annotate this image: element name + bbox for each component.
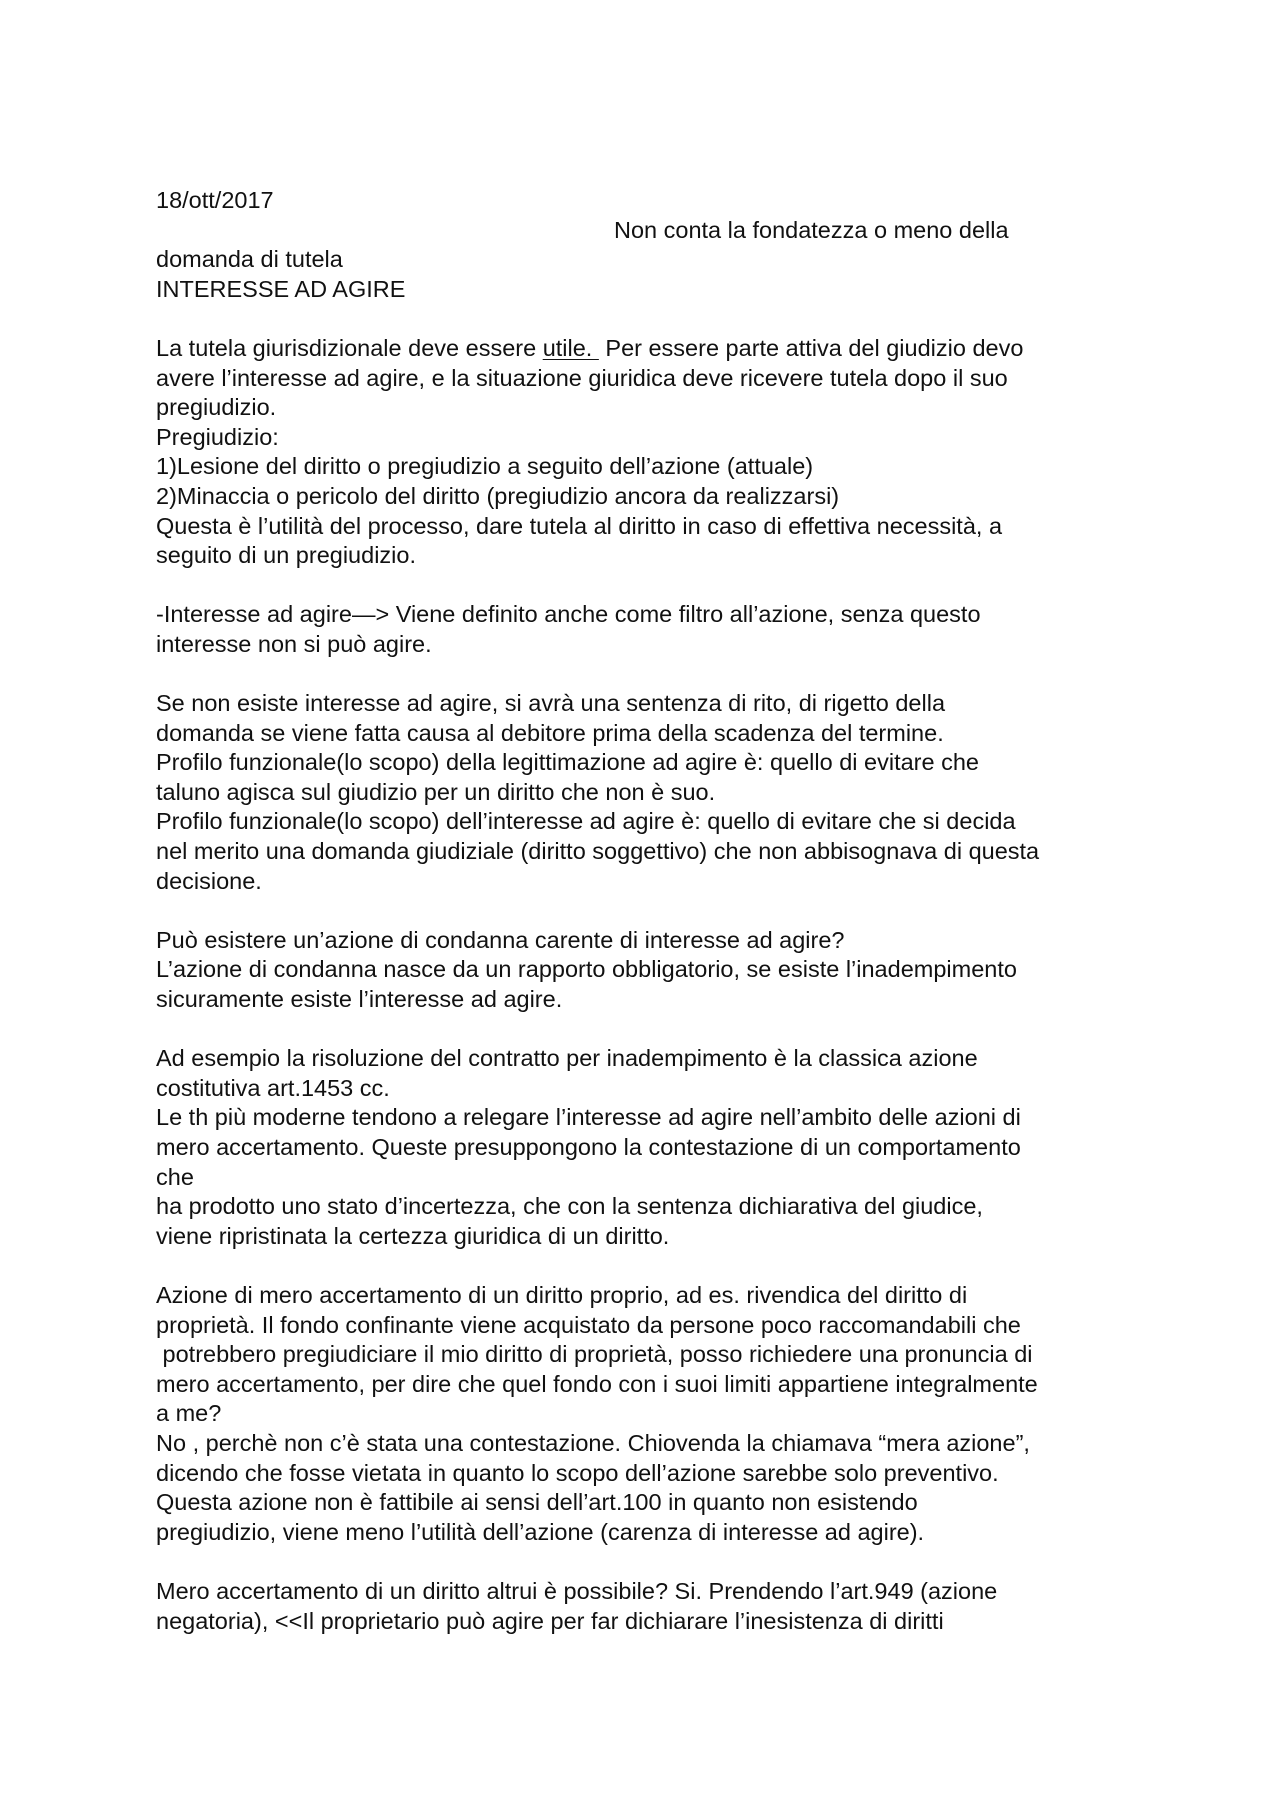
- blank-line: [156, 1547, 1136, 1577]
- paragraph-line: seguito di un pregiudizio.: [156, 542, 416, 569]
- paragraph-line: Può esistere un’azione di condanna carente di interesse ad agire?: [156, 926, 845, 953]
- side-note-continuation: domanda di tutela: [156, 246, 343, 273]
- paragraph-line: nel merito una domanda giudiziale (diritto soggettivo) che non abbisognava di questa: [156, 838, 1040, 865]
- paragraph-line: viene ripristinata la certezza giuridica di un diritto.: [156, 1222, 670, 1249]
- paragraph-line: mero accertamento, per dire che quel fondo con i suoi limiti appartiene integralmente: [156, 1370, 1038, 1397]
- paragraph-line: dicendo che fosse vietata in quanto lo scopo dell’azione sarebbe solo preventivo.: [156, 1459, 999, 1486]
- side-note: Non conta la fondatezza o meno della: [614, 216, 1009, 243]
- paragraph-line: avere l’interesse ad agire, e la situazione giuridica deve ricevere tutela dopo il suo: [156, 364, 1008, 391]
- blank-line: [156, 896, 1136, 926]
- paragraph-line: proprietà. Il fondo confinante viene acquistato da persone poco raccomandabili che: [156, 1311, 1021, 1338]
- paragraph-line: interesse non si può agire.: [156, 630, 432, 657]
- section-title: INTERESSE AD AGIRE: [156, 275, 406, 302]
- paragraph-line: No , perchè non c’è stata una contestazione. Chiovenda la chiamava “mera azione”,: [156, 1429, 1030, 1456]
- paragraph-line: Le th più moderne tendono a relegare l’interesse ad agire nell’ambito delle azioni di: [156, 1104, 1021, 1131]
- text-run: Per essere parte attiva del giudizio devo: [598, 334, 1024, 361]
- paragraph-line: Ad esempio la risoluzione del contratto per inadempimento è la classica azione: [156, 1045, 978, 1072]
- list-item: 2)Minaccia o pericolo del diritto (pregiudizio ancora da realizzarsi): [156, 482, 840, 509]
- document-body: [156, 186, 1136, 1636]
- paragraph-line: decisione.: [156, 867, 262, 894]
- paragraph-line: a me?: [156, 1400, 222, 1427]
- blank-line: [156, 660, 1136, 690]
- paragraph-line: Se non esiste interesse ad agire, si avrà una sentenza di rito, di rigetto della: [156, 690, 946, 717]
- paragraph-line: potrebbero pregiudiciare il mio diritto di proprietà, posso richiedere una pronuncia di: [156, 1341, 1033, 1368]
- paragraph-line: Pregiudizio:: [156, 423, 279, 450]
- paragraph-line: negatoria), <<Il proprietario può agire per far dichiarare l’inesistenza di diritti: [156, 1607, 944, 1634]
- paragraph-line: ha prodotto uno stato d’incertezza, che con la sentenza dichiarativa del giudice,: [156, 1193, 983, 1220]
- blank-line: [156, 1251, 1136, 1281]
- paragraph-line: Profilo funzionale(lo scopo) dell’interesse ad agire è: quello di evitare che si decida: [156, 808, 1016, 835]
- paragraph-line: taluno agisca sul giudizio per un diritto che non è suo.: [156, 778, 716, 805]
- paragraph-line: L’azione di condanna nasce da un rapporto obbligatorio, se esiste l’inadempimento: [156, 956, 1017, 983]
- text-run: La tutela giurisdizionale deve essere: [156, 334, 543, 361]
- paragraph-line: [156, 334, 1136, 364]
- blank-line: [156, 304, 1136, 334]
- paragraph-line: Mero accertamento di un diritto altrui è possibile? Si. Prendendo l’art.949 (azione: [156, 1577, 998, 1604]
- paragraph-line: mero accertamento. Queste presuppongono la contestazione di un comportamento: [156, 1134, 1021, 1160]
- paragraph-line: Azione di mero accertamento di un diritto proprio, ad es. rivendica del diritto di: [156, 1281, 968, 1308]
- paragraph-line: che: [156, 1163, 194, 1190]
- paragraph-line: pregiudizio, viene meno l’utilità dell’azione (carenza di interesse ad agire).: [156, 1518, 925, 1545]
- underlined-text: utile.: [542, 334, 599, 361]
- blank-line: [156, 571, 1136, 601]
- paragraph-line: -Interesse ad agire—> Viene definito anche come filtro all’azione, senza questo: [156, 601, 981, 628]
- document-date: 18/ott/2017: [156, 187, 274, 213]
- paragraph-line: Questa è l’utilità del processo, dare tutela al diritto in caso di effettiva necessità, a: [156, 512, 1003, 539]
- paragraph-line: pregiudizio.: [156, 394, 277, 421]
- paragraph-line: domanda se viene fatta causa al debitore prima della scadenza del termine.: [156, 719, 944, 746]
- paragraph-line: Profilo funzionale(lo scopo) della legittimazione ad agire è: quello di evitare che: [156, 749, 979, 776]
- paragraph-line: Questa azione non è fattibile ai sensi dell’art.100 in quanto non esistendo: [156, 1489, 918, 1516]
- paragraph-line: sicuramente esiste l’interesse ad agire.: [156, 986, 563, 1013]
- paragraph-line: costitutiva art.1453 cc.: [156, 1074, 390, 1101]
- list-item: 1)Lesione del diritto o pregiudizio a seguito dell’azione (attuale): [156, 453, 814, 480]
- blank-line: [156, 1015, 1136, 1045]
